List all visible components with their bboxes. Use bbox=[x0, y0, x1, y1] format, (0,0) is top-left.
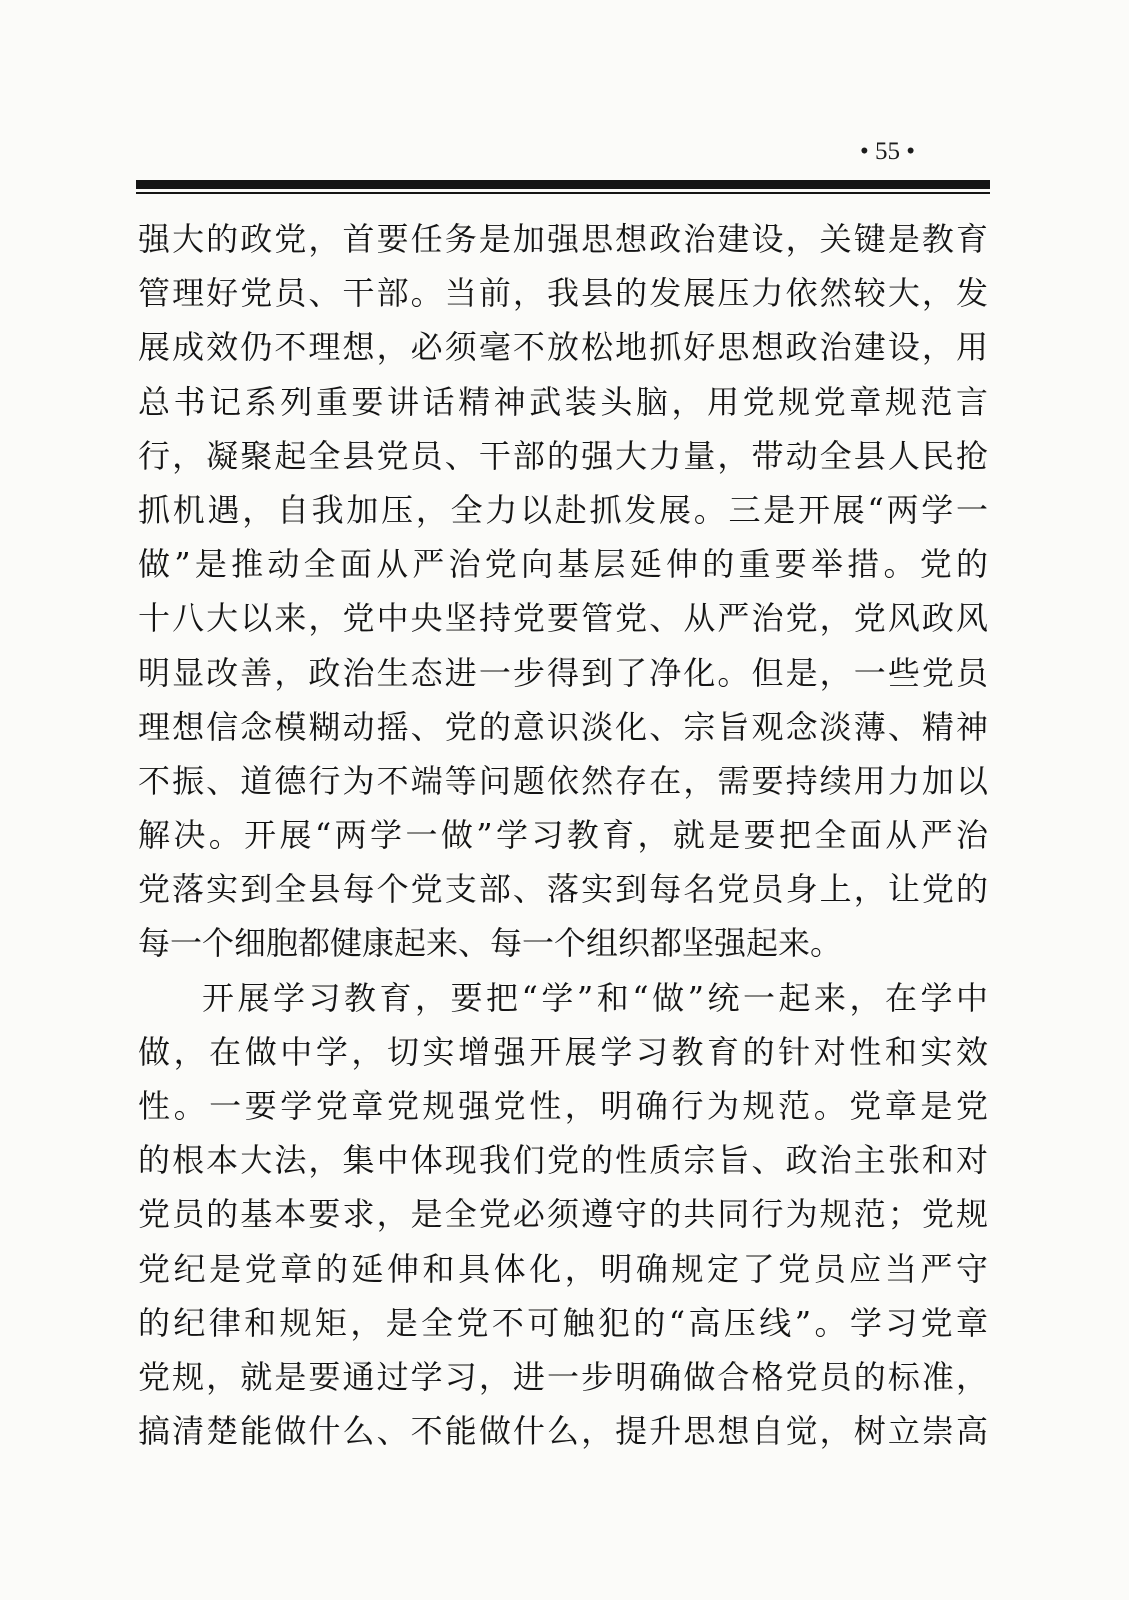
text-line-indented: 开展学习教育，要把“学”和“做”统一起来，在学中 bbox=[202, 978, 988, 1017]
text-line: 的根本大法，集中体现我们党的性质宗旨、政治主张和对 bbox=[138, 1141, 988, 1180]
text-line: 党纪是党章的延伸和具体化，明确规定了党员应当严守 bbox=[138, 1249, 988, 1288]
text-line: 做，在做中学，切实增强开展学习教育的针对性和实效 bbox=[138, 1032, 988, 1071]
header-rule-thin bbox=[136, 192, 990, 194]
text-line: 总书记系列重要讲话精神武装头脑，用党规党章规范言 bbox=[138, 382, 988, 421]
text-line: 党落实到全县每个党支部、落实到每名党员身上，让党的 bbox=[138, 870, 988, 909]
header-rule-thick bbox=[136, 180, 990, 189]
text-line: 理想信念模糊动摇、党的意识淡化、宗旨观念淡薄、精神 bbox=[138, 707, 988, 746]
text-line: 搞清楚能做什么、不能做什么，提升思想自觉，树立崇高 bbox=[138, 1412, 988, 1451]
body-text bbox=[138, 212, 988, 1458]
text-line: 管理好党员、干部。当前，我县的发展压力依然较大，发 bbox=[138, 274, 988, 313]
text-line: 每一个细胞都健康起来、每一个组织都坚强起来。 bbox=[138, 924, 843, 963]
text-line: 抓机遇，自我加压，全力以赴抓发展。三是开展“两学一 bbox=[138, 490, 988, 529]
page-number: • 55 • bbox=[860, 138, 916, 165]
text-line: 党员的基本要求，是全党必须遵守的共同行为规范；党规 bbox=[138, 1195, 988, 1234]
text-line: 强大的政党，首要任务是加强思想政治建设，关键是教育 bbox=[138, 220, 988, 258]
text-line: 明显改善，政治生态进一步得到了净化。但是，一些党员 bbox=[138, 653, 988, 692]
text-line: 十八大以来，党中央坚持党要管党、从严治党，党风政风 bbox=[138, 599, 988, 638]
text-line: 解决。开展“两学一做”学习教育，就是要把全面从严治 bbox=[138, 816, 988, 855]
text-line: 性。一要学党章党规强党性，明确行为规范。党章是党 bbox=[138, 1087, 988, 1125]
text-line: 党规，就是要通过学习，进一步明确做合格党员的标准， bbox=[138, 1357, 988, 1396]
text-line: 不振、道德行为不端等问题依然存在，需要持续用力加以 bbox=[138, 761, 988, 800]
text-line: 的纪律和规矩，是全党不可触犯的“高压线”。学习党章 bbox=[138, 1303, 988, 1342]
text-line: 展成效仍不理想，必须毫不放松地抓好思想政治建设，用 bbox=[138, 328, 988, 367]
text-line: 做”是推动全面从严治党向基层延伸的重要举措。党的 bbox=[138, 545, 988, 584]
text-line: 行，凝聚起全县党员、干部的强大力量，带动全县人民抢 bbox=[138, 436, 988, 475]
